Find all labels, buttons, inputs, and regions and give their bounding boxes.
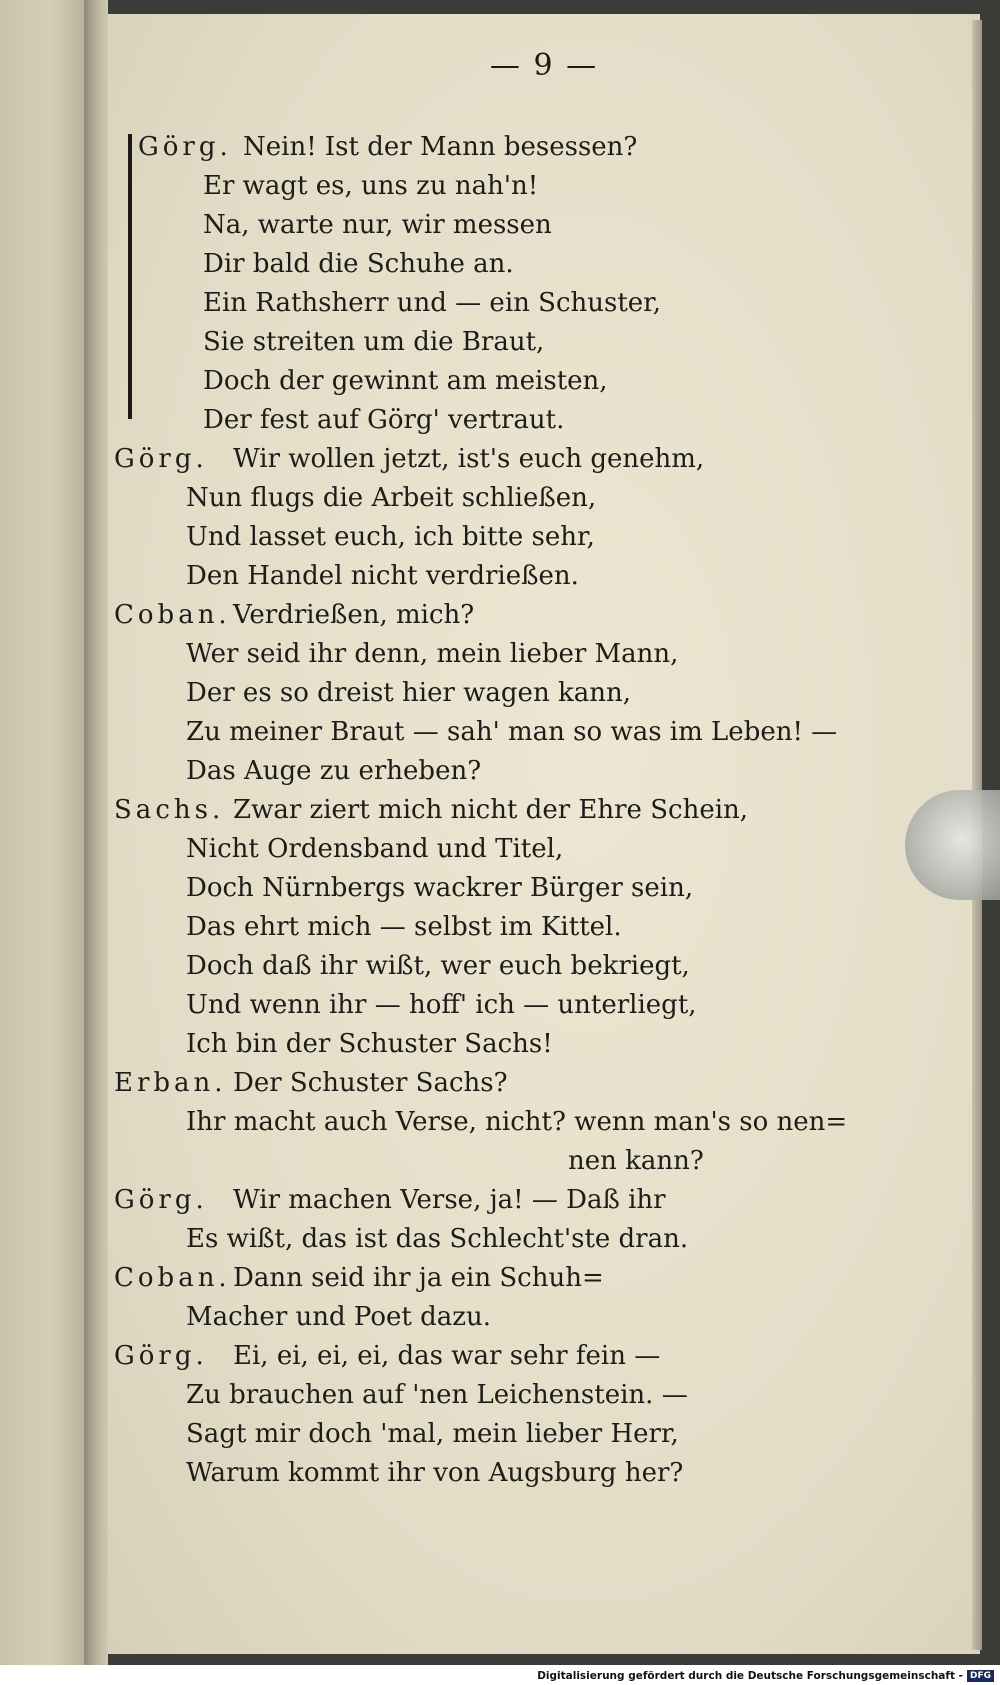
verse-line: Nein! Ist der Mann besessen? <box>243 132 638 162</box>
verse-bracket <box>128 134 132 419</box>
book-gutter <box>84 0 108 1665</box>
verse-line: Doch der gewinnt am meisten, <box>203 366 608 396</box>
verse-line: Der Schuster Sachs? <box>233 1068 508 1098</box>
verse-line: Der es so dreist hier wagen kann, <box>186 678 631 708</box>
verse-line: Wir wollen jetzt, ist's euch genehm, <box>233 444 705 474</box>
speaker-name: Görg. <box>114 1341 208 1371</box>
speaker-name: Sachs. <box>114 795 225 825</box>
verse-line: Dir bald die Schuhe an. <box>203 249 514 279</box>
verse-line: Zu brauchen auf 'nen Leichenstein. — <box>186 1380 688 1410</box>
verse-line: Der fest auf Görg' vertraut. <box>203 405 565 435</box>
verse-line: Und lasset euch, ich bitte sehr, <box>186 522 595 552</box>
speaker-name: Coban. <box>114 1263 231 1293</box>
verse-line: Nun flugs die Arbeit schließen, <box>186 483 597 513</box>
verse-line: Warum kommt ihr von Augsburg her? <box>186 1458 684 1488</box>
verse-line: Wir machen Verse, ja! — Daß ihr <box>233 1185 666 1215</box>
verse-line: Doch daß ihr wißt, wer euch bekriegt, <box>186 951 690 981</box>
verse-line: Dann seid ihr ja ein Schuh= <box>233 1263 604 1293</box>
verse-line: Er wagt es, uns zu nah'n! <box>203 171 539 201</box>
page-number: — 9 — <box>489 48 599 83</box>
verse-line: Na, warte nur, wir messen <box>203 210 552 240</box>
verse-line: Sagt mir doch 'mal, mein lieber Herr, <box>186 1419 679 1449</box>
verse-line: nen kann? <box>568 1146 704 1176</box>
verse-line: Macher und Poet dazu. <box>186 1302 491 1332</box>
speaker-name: Görg. <box>114 1185 208 1215</box>
speaker-name: Erban. <box>114 1068 227 1098</box>
verse-line: Ei, ei, ei, ei, das war sehr fein — <box>233 1341 661 1371</box>
verse-line: Ich bin der Schuster Sachs! <box>186 1029 553 1059</box>
verse-line: Und wenn ihr — hoff' ich — unterliegt, <box>186 990 697 1020</box>
verse-line: Das Auge zu erheben? <box>186 756 482 786</box>
dfg-logo: DFG <box>967 1670 994 1682</box>
speaker-name: Coban. <box>114 600 231 630</box>
verse-line: Wer seid ihr denn, mein lieber Mann, <box>186 639 679 669</box>
speaker-name: Görg. <box>138 132 232 162</box>
verse-line: Zwar ziert mich nicht der Ehre Schein, <box>233 795 749 825</box>
verse-line: Nicht Ordensband und Titel, <box>186 834 564 864</box>
verse-line: Verdrießen, mich? <box>233 600 475 630</box>
verse-line: Doch Nürnbergs wackrer Bürger sein, <box>186 873 694 903</box>
speaker-name: Görg. <box>114 444 208 474</box>
verse-line: Den Handel nicht verdrießen. <box>186 561 579 591</box>
verse-line: Sie streiten um die Braut, <box>203 327 545 357</box>
digitization-credit <box>537 1668 994 1684</box>
verse-line: Zu meiner Braut — sah' man so was im Leben! — <box>186 717 838 747</box>
book-page <box>108 14 980 1654</box>
facing-page-edge <box>0 0 84 1665</box>
credit-text: Digitalisierung gefördert durch die Deutsche Forschungsgemeinschaft - <box>537 1670 963 1682</box>
verse-line: Ihr macht auch Verse, nicht? wenn man's so nen= <box>186 1107 848 1137</box>
verse-line: Das ehrt mich — selbst im Kittel. <box>186 912 622 942</box>
verse-line: Es wißt, das ist das Schlecht'ste dran. <box>186 1224 689 1254</box>
verse-line: Ein Rathsherr und — ein Schuster, <box>203 288 662 318</box>
